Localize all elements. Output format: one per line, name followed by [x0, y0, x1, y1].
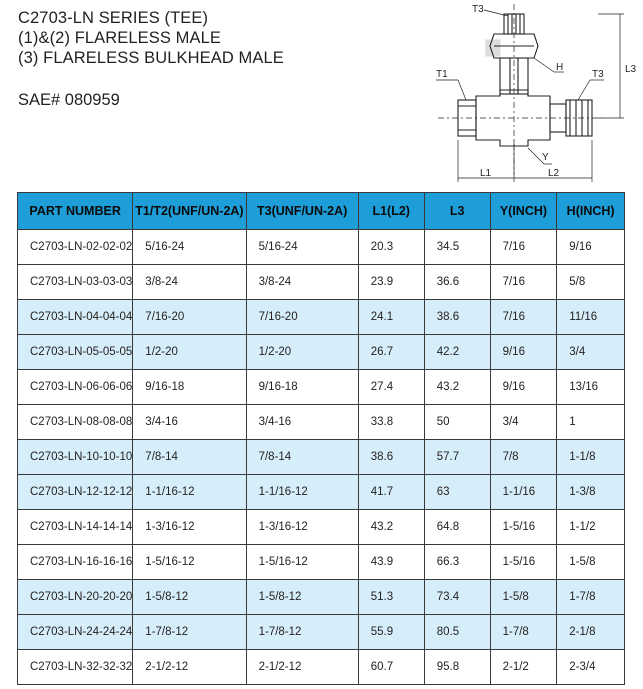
- h-cell: 9/16: [557, 230, 625, 265]
- label-y: Y: [542, 152, 549, 163]
- l1-l2-cell: 43.2: [358, 510, 424, 545]
- sae-number: SAE# 080959: [18, 91, 120, 109]
- subtitle-bulkhead: (3) FLARELESS BULKHEAD MALE: [18, 49, 284, 67]
- h-cell: 11/16: [557, 300, 625, 335]
- subtitle-male: (1)&(2) FLARELESS MALE: [18, 29, 222, 47]
- l3-cell: 50: [424, 405, 490, 440]
- label-t3-top: T3: [472, 4, 484, 15]
- t1-t2-cell: 7/8-14: [133, 440, 246, 475]
- t1-t2-cell: 1-7/8-12: [133, 615, 246, 650]
- label-l1: L1: [480, 168, 492, 179]
- table-row: [18, 545, 625, 580]
- h-cell: 1-7/8: [557, 580, 625, 615]
- table-row: [18, 370, 625, 405]
- header-l3: L3: [424, 193, 490, 230]
- l1-l2-cell: 60.7: [358, 650, 424, 685]
- t1-t2-cell: 9/16-18: [133, 370, 246, 405]
- t3-cell: 1/2-20: [246, 335, 358, 370]
- y-cell: 2-1/2: [490, 650, 557, 685]
- h-cell: 2-1/8: [557, 615, 625, 650]
- table-row: [18, 615, 625, 650]
- y-cell: 3/4: [490, 405, 557, 440]
- label-l3: L3: [625, 64, 637, 75]
- y-cell: 9/16: [490, 370, 557, 405]
- parts-table: [17, 192, 625, 685]
- table-row: [18, 650, 625, 685]
- h-cell: 13/16: [557, 370, 625, 405]
- l1-l2-cell: 51.3: [358, 580, 424, 615]
- t3-cell: 5/16-24: [246, 230, 358, 265]
- l1-l2-cell: 43.9: [358, 545, 424, 580]
- y-cell: 1-5/8: [490, 580, 557, 615]
- l1-l2-cell: 33.8: [358, 405, 424, 440]
- h-cell: 1-1/2: [557, 510, 625, 545]
- t1-t2-cell: 1-5/16-12: [133, 545, 246, 580]
- part-number-cell: C2703-LN-04-04-04: [18, 300, 133, 335]
- table-row: [18, 230, 625, 265]
- t3-cell: 1-5/16-12: [246, 545, 358, 580]
- table-row: [18, 265, 625, 300]
- l3-cell: 43.2: [424, 370, 490, 405]
- t1-t2-cell: 3/8-24: [133, 265, 246, 300]
- header-l1-l2: L1(L2): [358, 193, 424, 230]
- t3-cell: 3/4-16: [246, 405, 358, 440]
- h-cell: 1-1/8: [557, 440, 625, 475]
- t3-cell: 9/16-18: [246, 370, 358, 405]
- t1-t2-cell: 2-1/2-12: [133, 650, 246, 685]
- l3-cell: 95.8: [424, 650, 490, 685]
- y-cell: 7/16: [490, 265, 557, 300]
- series-title: C2703-LN SERIES (TEE): [18, 9, 209, 27]
- t3-cell: 1-3/16-12: [246, 510, 358, 545]
- h-cell: 2-3/4: [557, 650, 625, 685]
- h-cell: 1-5/8: [557, 545, 625, 580]
- part-number-cell: C2703-LN-10-10-10: [18, 440, 133, 475]
- l3-cell: 57.7: [424, 440, 490, 475]
- h-cell: 1-3/8: [557, 475, 625, 510]
- y-cell: 1-7/8: [490, 615, 557, 650]
- y-cell: 7/8: [490, 440, 557, 475]
- header-t3: T3(UNF/UN-2A): [246, 193, 358, 230]
- t3-cell: 1-5/8-12: [246, 580, 358, 615]
- part-number-cell: C2703-LN-02-02-02: [18, 230, 133, 265]
- t3-cell: 7/16-20: [246, 300, 358, 335]
- t1-t2-cell: 1-5/8-12: [133, 580, 246, 615]
- l3-cell: 38.6: [424, 300, 490, 335]
- h-cell: 3/4: [557, 335, 625, 370]
- l1-l2-cell: 27.4: [358, 370, 424, 405]
- part-number-cell: C2703-LN-08-08-08: [18, 405, 133, 440]
- y-cell: 1-5/16: [490, 510, 557, 545]
- part-number-cell: C2703-LN-06-06-06: [18, 370, 133, 405]
- l3-cell: 63: [424, 475, 490, 510]
- l3-cell: 36.6: [424, 265, 490, 300]
- l1-l2-cell: 23.9: [358, 265, 424, 300]
- table-row: [18, 440, 625, 475]
- table-header-row: [18, 193, 625, 230]
- table-row: [18, 580, 625, 615]
- l3-cell: 34.5: [424, 230, 490, 265]
- l1-l2-cell: 41.7: [358, 475, 424, 510]
- l3-cell: 42.2: [424, 335, 490, 370]
- t3-cell: 2-1/2-12: [246, 650, 358, 685]
- t1-t2-cell: 5/16-24: [133, 230, 246, 265]
- table-row: [18, 300, 625, 335]
- y-cell: 7/16: [490, 300, 557, 335]
- part-number-cell: C2703-LN-20-20-20: [18, 580, 133, 615]
- y-cell: 1-1/16: [490, 475, 557, 510]
- title-block: [18, 8, 284, 68]
- t1-t2-cell: 7/16-20: [133, 300, 246, 335]
- table-row: [18, 335, 625, 370]
- label-h: H: [556, 62, 564, 73]
- part-number-cell: C2703-LN-12-12-12: [18, 475, 133, 510]
- label-t1: T1: [436, 69, 448, 80]
- l1-l2-cell: 24.1: [358, 300, 424, 335]
- t3-cell: 1-1/16-12: [246, 475, 358, 510]
- t1-t2-cell: 1-1/16-12: [133, 475, 246, 510]
- part-number-cell: C2703-LN-14-14-14: [18, 510, 133, 545]
- header-t1-t2: T1/T2(UNF/UN-2A): [133, 193, 246, 230]
- label-t3-right: T3: [592, 69, 604, 80]
- t3-cell: 7/8-14: [246, 440, 358, 475]
- y-cell: 9/16: [490, 335, 557, 370]
- table-row: [18, 510, 625, 545]
- l1-l2-cell: 20.3: [358, 230, 424, 265]
- h-cell: 5/8: [557, 265, 625, 300]
- l1-l2-cell: 55.9: [358, 615, 424, 650]
- part-number-cell: C2703-LN-03-03-03: [18, 265, 133, 300]
- table-row: [18, 475, 625, 510]
- t3-cell: 3/8-24: [246, 265, 358, 300]
- l3-cell: 66.3: [424, 545, 490, 580]
- l3-cell: 64.8: [424, 510, 490, 545]
- h-cell: 1: [557, 405, 625, 440]
- l1-l2-cell: 26.7: [358, 335, 424, 370]
- table-row: [18, 405, 625, 440]
- l3-cell: 80.5: [424, 615, 490, 650]
- part-number-cell: C2703-LN-05-05-05: [18, 335, 133, 370]
- header-part-number: PART NUMBER: [18, 193, 133, 230]
- t1-t2-cell: 1-3/16-12: [133, 510, 246, 545]
- tee-fitting-drawing: [428, 0, 643, 186]
- l3-cell: 73.4: [424, 580, 490, 615]
- t1-t2-cell: 3/4-16: [133, 405, 246, 440]
- header-y: Y(INCH): [490, 193, 557, 230]
- l1-l2-cell: 38.6: [358, 440, 424, 475]
- part-number-cell: C2703-LN-16-16-16: [18, 545, 133, 580]
- part-number-cell: C2703-LN-32-32-32: [18, 650, 133, 685]
- part-number-cell: C2703-LN-24-24-24: [18, 615, 133, 650]
- y-cell: 1-5/16: [490, 545, 557, 580]
- label-l2: L2: [548, 168, 560, 179]
- y-cell: 7/16: [490, 230, 557, 265]
- header-h: H(INCH): [557, 193, 625, 230]
- t1-t2-cell: 1/2-20: [133, 335, 246, 370]
- t3-cell: 1-7/8-12: [246, 615, 358, 650]
